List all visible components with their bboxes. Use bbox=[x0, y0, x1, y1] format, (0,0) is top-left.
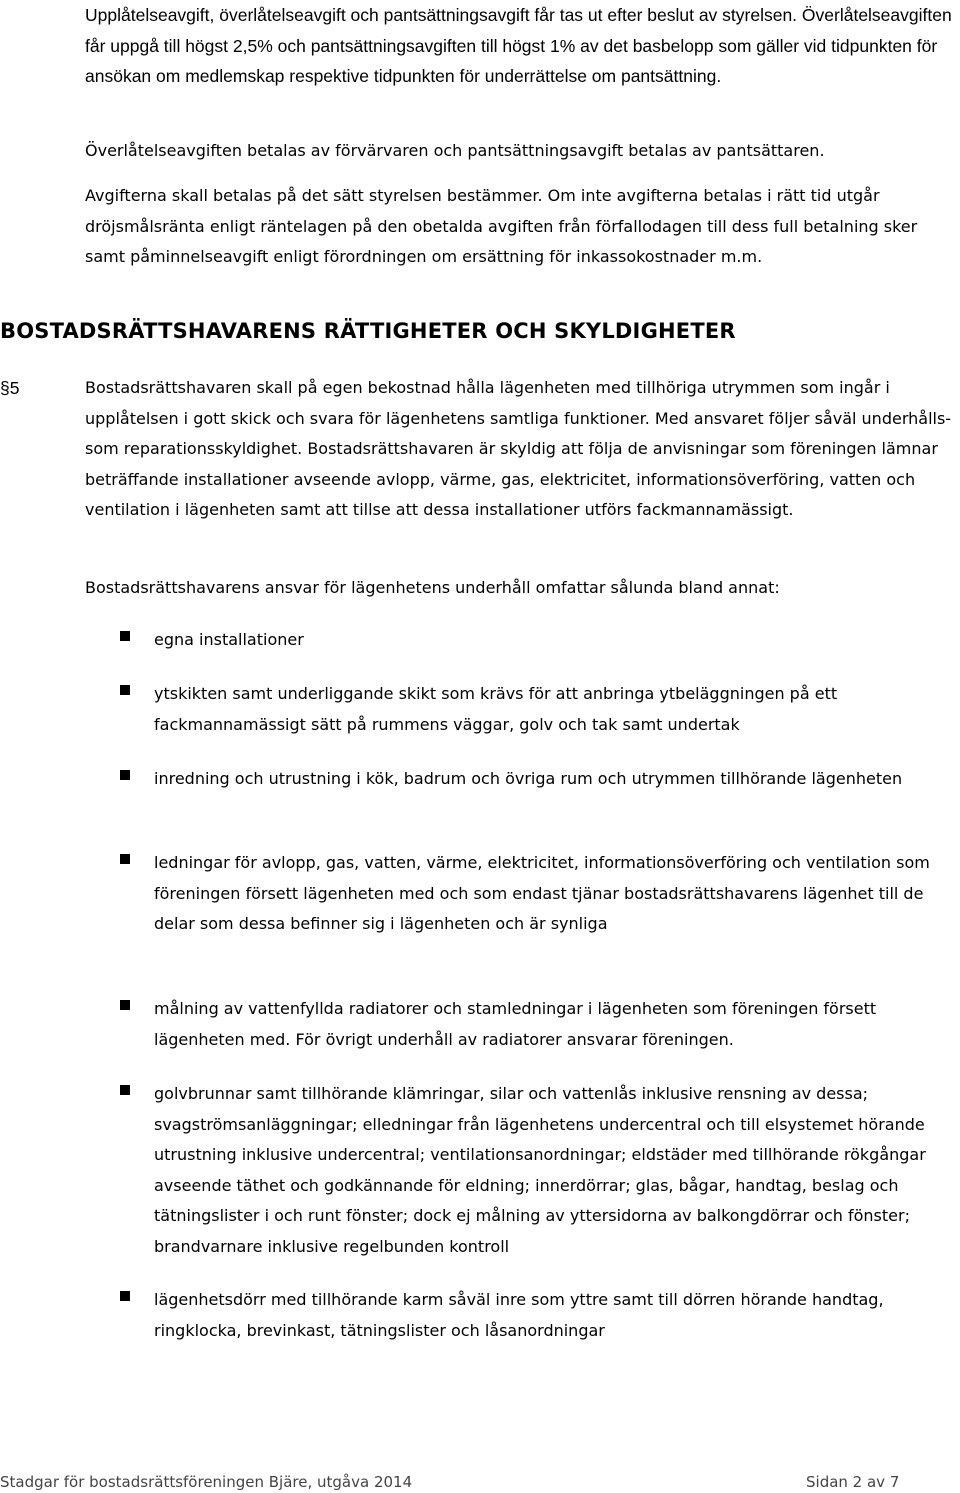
list-item-text: ytskikten samt underliggande skikt som krävs för att anbringa ytbeläggningen på ett fackmannamässigt sätt på rummens väggar, golv och tak samt undertak bbox=[154, 684, 838, 734]
list-item-text: inredning och utrustning i kök, badrum och övriga rum och utrymmen tillhörande lägenheten bbox=[154, 769, 903, 788]
section-number: §5 bbox=[0, 378, 20, 398]
list-item-text: lägenhetsdörr med tillhörande karm såväl inre som yttre samt till dörren hörande handtag, ringklocka, brevinkast, tätningslister och låsanordningar bbox=[154, 1290, 884, 1340]
footer-document-title: Stadgar för bostadsrättsföreningen Bjäre, utgåva 2014 bbox=[0, 1473, 413, 1491]
section-heading: BOSTADSRÄTTSHAVARENS RÄTTIGHETER OCH SKYLDIGHETER bbox=[0, 319, 736, 343]
list-item-text: egna installationer bbox=[154, 630, 304, 649]
section-body: Bostadsrättshavaren skall på egen bekostnad hålla lägenheten med tillhöriga utrymmen som ingår i upplåtelsen i gott skick och svara för lägenhetens samtliga funktioner. Med ansvaret följer såväl underhålls- som reparationsskyldighet. Bostadsrättshavaren är skyldig att följa de anvisningar som föreningen lämnar beträffande installationer avseende avlopp, värme, gas, elektricitet, informationsöverföring, vatten och ventilation i lägenheten samt att tillse att dessa installationer utförs fackmannamässigt. bbox=[85, 378, 952, 519]
paragraph-payment-terms: Avgifterna skall betalas på det sätt styrelsen bestämmer. Om inte avgifterna betalas i rätt tid utgår dröjsmålsränta enligt räntelagen på den obetalda avgiften från förfallodagen till dess full betalning sker samt påminnelseavgift enligt förordningen om ersättning för inkassokostnader m.m. bbox=[85, 186, 918, 266]
square-bullet-icon bbox=[120, 1000, 130, 1010]
footer-page-number: Sidan 2 av 7 bbox=[806, 1473, 900, 1491]
square-bullet-icon bbox=[120, 1291, 130, 1301]
square-bullet-icon bbox=[120, 685, 130, 695]
square-bullet-icon bbox=[120, 854, 130, 864]
square-bullet-icon bbox=[120, 631, 130, 641]
responsibility-intro: Bostadsrättshavarens ansvar för lägenhetens underhåll omfattar sålunda bland annat: bbox=[85, 578, 780, 597]
list-item-text: golvbrunnar samt tillhörande klämringar, silar och vattenlås inklusive rensning av dessa; svagströmsanläggningar; elledningar från lägenhetens undercentral och till elsystemet hörande utrustning inklusive undercentral; ventilationsanordningar; eldstäder med tillhörande rökgångar avseende täthet och godkännande för eldning; innerdörrar; glas, bågar, handtag, beslag och tätningslister i och runt fönster; dock ej målning av yttersidorna av balkongdörrar och fönster; brandvarnare inklusive regelbunden kontroll bbox=[154, 1084, 926, 1256]
paragraph-payer: Överlåtelseavgiften betalas av förvärvaren och pantsättningsavgift betalas av pantsättaren. bbox=[85, 141, 825, 160]
square-bullet-icon bbox=[120, 770, 130, 780]
list-item-text: ledningar för avlopp, gas, vatten, värme, elektricitet, informationsöverföring och ventilation som föreningen försett lägenheten med och som endast tjänar bostadsrättshavarens lägenhet till de delar som dessa befinner sig i lägenheten och är synliga bbox=[154, 853, 930, 933]
list-item-text: målning av vattenfyllda radiatorer och stamledningar i lägenheten som föreningen försett lägenheten med. För övrigt underhåll av radiatorer ansvarar föreningen. bbox=[154, 999, 877, 1049]
square-bullet-icon bbox=[120, 1085, 130, 1095]
paragraph-fees: Upplåtelseavgift, överlåtelseavgift och pantsättningsavgift får tas ut efter beslut av styrelsen. Överlåtelseavgiften får uppgå till högst 2,5% och pantsättningsavgiften till högst 1% av det basbelopp som gäller vid tidpunkten för ansökan om medlemskap respektive tidpunkten för underrättelse om pantsättning. bbox=[85, 5, 952, 86]
